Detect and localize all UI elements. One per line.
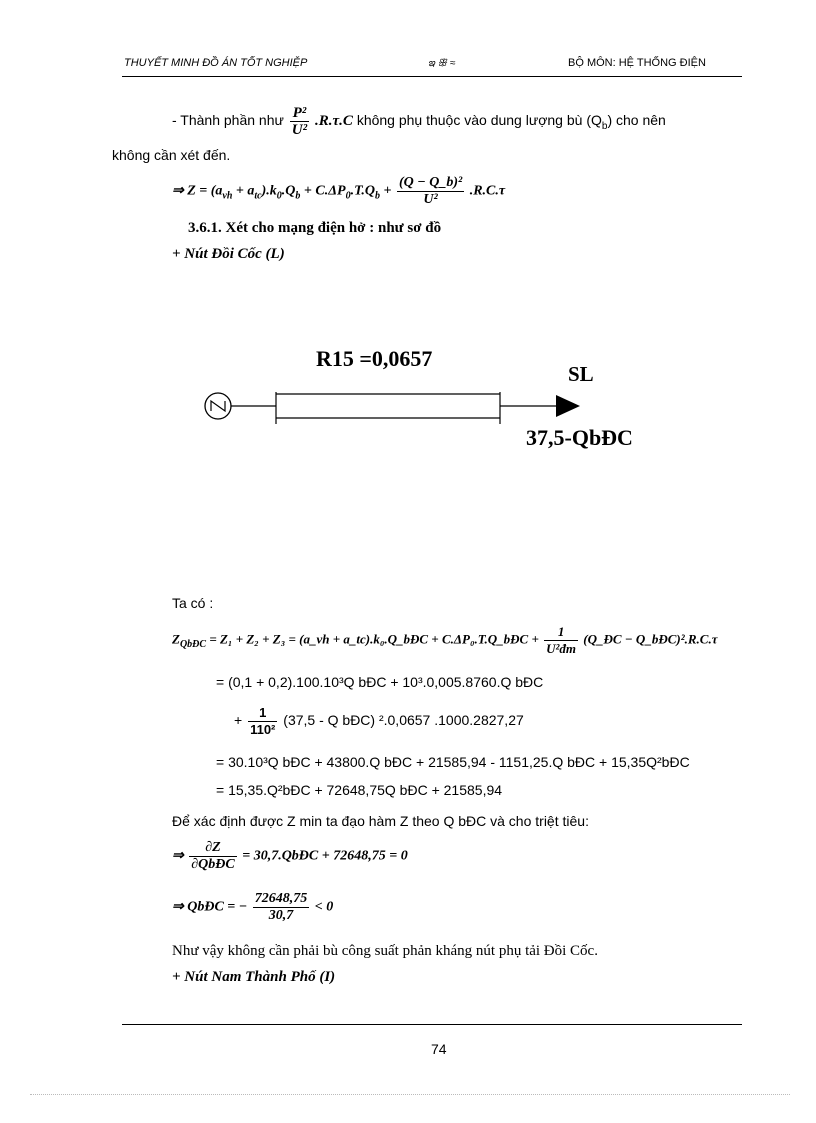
calc-line-2: = (0,1 + 0,2).100.10³Q bĐC + 10³.0,005.8760.Q bĐC <box>216 674 544 690</box>
subscript: vh <box>222 190 233 202</box>
calc-line-3-rest: (37,5 - Q bĐC) ².0,0657 .1000.2827,27 <box>283 712 524 729</box>
conclusion-text: Như vậy không cần phải bù công suất phản kháng nút phụ tải Đồi Cốc. <box>172 943 598 959</box>
subscript: 0 <box>276 190 282 202</box>
paragraph-1-rest: không phụ thuộc vào dung lượng bù (Q <box>356 112 602 129</box>
paragraph-1-rest-end: ) cho nên <box>607 112 666 129</box>
eq-z-part: + C.ΔP <box>300 183 346 199</box>
page-bottom-dotted-edge <box>30 1094 790 1095</box>
fraction-numerator: 72648,75 <box>254 891 308 906</box>
paragraph-1-line-1 <box>172 105 666 138</box>
fraction-numerator: P² <box>290 105 309 122</box>
resistance-label: R15 =0,0657 <box>316 346 433 371</box>
calc-rhs: = Z₁ + Z₂ + Z₃ = (a_vh + a_tc).k₀.Q_bĐC + C.ΔP₀.T.Q_bĐC + <box>209 631 539 647</box>
fraction-denominator: ∂QbĐC <box>191 857 235 872</box>
calc-line-3 <box>234 705 524 738</box>
eq-z-part: .T.Q <box>350 183 375 199</box>
section-heading: 3.6.1. Xét cho mạng điện hở : như sơ đồ <box>188 220 442 236</box>
fraction-eq-z <box>397 175 464 208</box>
eq-z-part: .Q <box>281 183 296 199</box>
subscript: b <box>295 190 301 202</box>
calc-lhs: Z <box>172 631 180 647</box>
fraction-denominator: U²đm <box>546 641 577 656</box>
fraction-denominator: 110² <box>250 722 276 737</box>
subscript: tc <box>254 190 262 202</box>
fraction-derivative <box>189 840 236 873</box>
page-number: 74 <box>431 1041 447 1057</box>
result-rhs: < 0 <box>314 899 334 915</box>
derive-text: Để xác định được Z min ta đạo hàm Z theo Q bĐC và cho triệt tiêu: <box>172 813 589 829</box>
node-heading-doi-coc: + Nút Đồi Cốc (L) <box>172 246 285 262</box>
subscript: b <box>374 190 380 202</box>
load-value-label: 37,5-QbĐC <box>526 425 633 450</box>
fraction-numerator: (Q − Q_b)² <box>398 175 463 190</box>
fraction-numerator: 1 <box>248 705 277 722</box>
fraction-denominator: U² <box>423 192 438 207</box>
calc-intro: Ta có : <box>172 595 214 611</box>
header-right-title: BỘ MÔN: HỆ THỐNG ĐIỆN <box>568 57 706 69</box>
result-equation <box>172 891 333 924</box>
plus-sign: + <box>234 712 243 729</box>
fraction-1-udm <box>544 624 578 657</box>
fraction-p2-u2 <box>290 105 309 138</box>
eq-z-tail: .R.C.τ <box>469 183 506 199</box>
result-lhs: ⇒ QbĐC = − <box>172 899 248 915</box>
derivative-equation <box>172 840 408 873</box>
subscript: QbĐC <box>179 639 207 651</box>
paragraph-1-prefix: - Thành phần như <box>172 112 284 129</box>
calc-line-4: = 30.10³Q bĐC + 43800.Q bĐC + 21585,94 - 1151,25.Q bĐC + 15,35Q²bĐC <box>216 754 690 770</box>
header-left-title: THUYẾT MINH ĐỒ ÁN TỐT NGHIỆP <box>124 57 308 69</box>
subscript: 0 <box>345 190 351 202</box>
fraction-numerator: ∂Z <box>189 840 236 857</box>
fraction-result <box>253 891 310 924</box>
fraction-numerator: 1 <box>544 624 578 641</box>
implies-sign: ⇒ <box>172 848 184 864</box>
eq-z-part: + <box>379 183 392 199</box>
fraction-1-110 <box>248 705 277 738</box>
fraction-denominator: 30,7 <box>268 908 294 923</box>
footer-rule <box>122 1024 742 1025</box>
calc-line-5: = 15,35.Q²bĐC + 72648,75Q bĐC + 21585,94 <box>216 782 503 798</box>
equation-z <box>172 175 505 208</box>
header-rule <box>122 76 742 77</box>
eq-z-part: ⇒ Z = (a <box>172 183 223 199</box>
paragraph-1-line-2: không cần xét đến. <box>112 147 231 163</box>
load-label: SL <box>568 362 594 386</box>
subscript: b <box>601 121 608 132</box>
calc-tail: (Q_ĐC − Q_bĐC)².R.C.τ <box>583 631 718 647</box>
node-heading-nam-thanh-pho: + Nút Nam Thành Phố (I) <box>172 969 336 985</box>
load-arrow-icon <box>556 395 580 417</box>
eq-z-part: + a <box>232 183 255 199</box>
generator-symbol <box>211 401 225 411</box>
fraction-denominator: U² <box>291 122 308 138</box>
calc-line-1 <box>172 624 717 657</box>
header-ornament: ఇ ꕥ ≈ <box>428 58 456 69</box>
eq-z-part: ).k <box>261 183 277 199</box>
math-term: .R.τ.C <box>315 113 353 130</box>
derivative-rhs: = 30,7.QbĐC + 72648,75 = 0 <box>242 848 408 864</box>
